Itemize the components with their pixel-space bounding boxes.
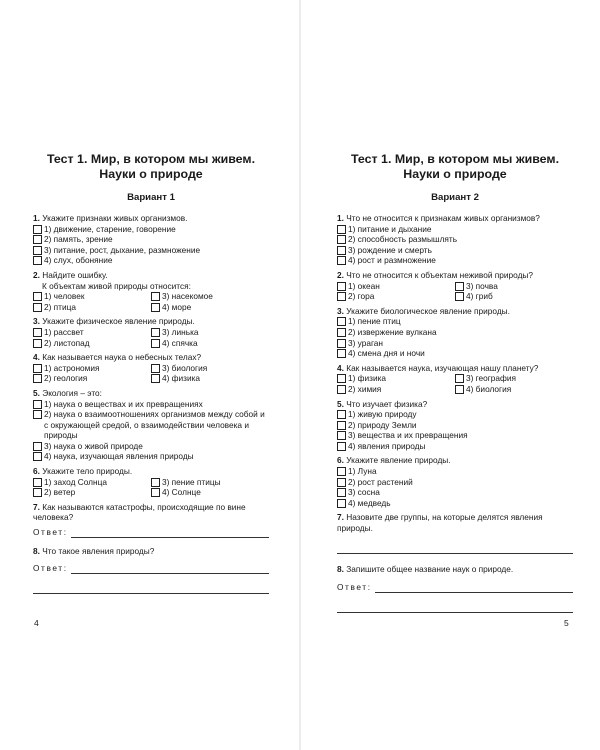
checkbox[interactable] (337, 478, 346, 487)
answer-line[interactable] (71, 565, 269, 574)
option[interactable]: 4) биология (455, 384, 573, 395)
option[interactable]: 3) питание, рост, дыхание, размножение (33, 245, 269, 256)
checkbox[interactable] (455, 282, 464, 291)
checkbox[interactable] (33, 292, 42, 301)
option[interactable]: 3) биология (151, 363, 269, 374)
option[interactable]: 1) океан (337, 281, 455, 292)
title-line-2: Науки о природе (99, 167, 203, 181)
checkbox[interactable] (33, 256, 42, 265)
option[interactable]: 4) спячка (151, 338, 269, 349)
checkbox[interactable] (33, 374, 42, 383)
checkbox[interactable] (337, 292, 346, 301)
checkbox[interactable] (151, 374, 160, 383)
checkbox[interactable] (337, 442, 346, 451)
option[interactable]: 2) ветер (33, 487, 151, 498)
checkbox[interactable] (337, 349, 346, 358)
option[interactable]: 3) почва (455, 281, 573, 292)
option[interactable]: 3) рождение и смерть (337, 245, 573, 256)
option[interactable]: 2) птица (33, 302, 151, 313)
checkbox[interactable] (455, 374, 464, 383)
option[interactable]: 3) вещества и их превращения (337, 430, 573, 441)
option[interactable]: 2) химия (337, 384, 455, 395)
option[interactable]: 1) наука о веществах и их превращениях (33, 399, 269, 410)
checkbox[interactable] (337, 317, 346, 326)
question-3: 3. Укажите биологическое явление природы. 1) пение птиц 2) извержение вулкана 3) ураган 4) смена дня и ночи (337, 306, 573, 359)
answer-line[interactable] (337, 540, 573, 554)
checkbox[interactable] (455, 292, 464, 301)
option[interactable]: 4) Солнце (151, 487, 269, 498)
checkbox[interactable] (151, 488, 160, 497)
checkbox[interactable] (151, 364, 160, 373)
test-title (337, 152, 573, 182)
checkbox[interactable] (337, 246, 346, 255)
question-1: 1. Укажите признаки живых организмов. 1) движение, старение, говорение 2) память, зрение 3) питание, рост, дыхание, размножение 4) слух, обоняние (33, 213, 269, 266)
option[interactable]: 1) заход Солнца (33, 477, 151, 488)
checkbox[interactable] (337, 256, 346, 265)
page-number: 4 (34, 618, 39, 628)
checkbox[interactable] (337, 328, 346, 337)
checkbox[interactable] (33, 478, 42, 487)
question-4: 4. Как называется наука о небесных телах? 1) астрономия 3) биология 2) геология 4) физика (33, 352, 269, 384)
checkbox[interactable] (151, 292, 160, 301)
checkbox[interactable] (337, 499, 346, 508)
question-8: 8. Что такое явления природы? Ответ: (33, 546, 269, 594)
variant-1-test (33, 152, 269, 598)
checkbox[interactable] (151, 478, 160, 487)
answer-label: Ответ: (337, 582, 372, 593)
option[interactable]: 2) рост растений (337, 477, 573, 488)
checkbox[interactable] (337, 225, 346, 234)
checkbox[interactable] (337, 467, 346, 476)
variant-2-test (337, 152, 573, 617)
question-5: 5. Экология – это: 1) наука о веществах и их превращениях 2) наука о взаимоотношениях организмов между собой и с окружающей средой, о взаимодействии человека и природы 3) наука о живой природе 4) наука, изучающая явления природы (33, 388, 269, 462)
checkbox[interactable] (337, 410, 346, 419)
option[interactable]: 2) способность размышлять (337, 234, 573, 245)
question-6: 6. Укажите тело природы. 1) заход Солнца 3) пение птицы 2) ветер 4) Солнце (33, 466, 269, 498)
option[interactable]: 4) медведь (337, 498, 573, 509)
option[interactable]: 2) гора (337, 291, 455, 302)
checkbox[interactable] (337, 235, 346, 244)
question-4: 4. Как называется наука, изучающая нашу планету? 1) физика 3) география 2) химия 4) биология (337, 363, 573, 395)
option[interactable]: 4) явления природы (337, 441, 573, 452)
variant-heading: Вариант 2 (431, 192, 479, 203)
question-3: 3. Укажите физическое явление природы. 1) рассвет 3) линька 2) листопад 4) спячка (33, 316, 269, 348)
question-7: 7. Как называются катастрофы, происходящие по вине человека? Ответ: (33, 502, 269, 538)
option[interactable]: 1) Луна (337, 466, 573, 477)
option[interactable]: 2) извержение вулкана (337, 327, 573, 338)
checkbox[interactable] (337, 421, 346, 430)
answer-field[interactable] (337, 582, 573, 593)
option[interactable]: 2) наука о взаимоотношениях организмов между собой и с окружающей средой, о взаимодействии человека и природы (33, 409, 269, 441)
checkbox[interactable] (33, 225, 42, 234)
checkbox[interactable] (33, 364, 42, 373)
answer-field[interactable] (33, 527, 269, 538)
option[interactable]: 3) ураган (337, 338, 573, 349)
page-right (300, 0, 600, 750)
option[interactable]: 3) пение птицы (151, 477, 269, 488)
option[interactable]: 2) геология (33, 373, 151, 384)
option[interactable]: 1) движение, старение, говорение (33, 224, 269, 235)
checkbox[interactable] (33, 235, 42, 244)
option[interactable]: 1) пение птиц (337, 316, 573, 327)
checkbox[interactable] (33, 246, 42, 255)
question-5: 5. Что изучает физика? 1) живую природу 2) природу Земли 3) вещества и их превращения 4) явления природы (337, 399, 573, 452)
option[interactable]: 4) гриб (455, 291, 573, 302)
option[interactable]: 1) питание и дыхание (337, 224, 573, 235)
option[interactable]: 2) листопад (33, 338, 151, 349)
question-6: 6. Укажите явление природы. 1) Луна 2) рост растений 3) сосна 4) медведь (337, 455, 573, 508)
question-2: 2. Что не относится к объектам неживой природы? 1) океан 3) почва 2) гора 4) гриб (337, 270, 573, 302)
answer-line-extra[interactable] (33, 580, 269, 594)
option[interactable]: 1) астрономия (33, 363, 151, 374)
answer-line-extra[interactable] (337, 599, 573, 613)
checkbox[interactable] (33, 400, 42, 409)
variant-heading: Вариант 1 (127, 192, 175, 203)
checkbox[interactable] (455, 385, 464, 394)
test-title (33, 152, 269, 182)
question-subtext: К объектам живой природы относится: (42, 280, 191, 291)
question-8: 8. Запишите общее название наук о природе. Ответ: (337, 564, 573, 613)
option[interactable]: 4) слух, обоняние (33, 255, 269, 266)
answer-line[interactable] (375, 584, 573, 593)
option[interactable]: 4) физика (151, 373, 269, 384)
option[interactable]: 2) память, зрение (33, 234, 269, 245)
checkbox[interactable] (33, 328, 42, 337)
checkbox[interactable] (151, 339, 160, 348)
page-number: 5 (564, 618, 569, 628)
option[interactable]: 1) рассвет (33, 327, 151, 338)
option[interactable]: 4) рост и размножение (337, 255, 573, 266)
checkbox[interactable] (33, 410, 42, 419)
option[interactable]: 3) география (455, 373, 573, 384)
option[interactable]: 2) природу Земли (337, 420, 573, 431)
checkbox[interactable] (337, 339, 346, 348)
question-7: 7. Назовите две группы, на которые делятся явления природы. (337, 512, 573, 553)
option[interactable]: 4) наука, изучающая явления природы (33, 451, 269, 462)
checkbox[interactable] (337, 488, 346, 497)
checkbox[interactable] (337, 282, 346, 291)
title-line-1: Тест 1. Мир, в котором мы живем. (46, 152, 256, 166)
option[interactable]: 4) смена дня и ночи (337, 348, 573, 359)
question-2: 2. Найдите ошибку. К объектам живой природы относится: 1) человек 3) насекомое 2) птица 4) море (33, 270, 269, 312)
option[interactable]: 4) море (151, 302, 269, 313)
question-1: 1. Что не относится к признакам живых организмов? 1) питание и дыхание 2) способность размышлять 3) рождение и смерть 4) рост и размножение (337, 213, 573, 266)
option[interactable]: 3) линька (151, 327, 269, 338)
checkbox[interactable] (33, 488, 42, 497)
option[interactable]: 3) насекомое (151, 291, 269, 302)
option[interactable]: 1) человек (33, 291, 151, 302)
checkbox[interactable] (33, 452, 42, 461)
checkbox[interactable] (33, 339, 42, 348)
title-line-1: Тест 1. Мир, в котором мы живем. (350, 152, 560, 166)
option[interactable]: 1) живую природу (337, 409, 573, 420)
answer-label: Ответ: (33, 527, 68, 538)
checkbox[interactable] (33, 303, 42, 312)
checkbox[interactable] (337, 431, 346, 440)
option[interactable]: 3) наука о живой природе (33, 441, 269, 452)
checkbox[interactable] (337, 385, 346, 394)
option[interactable]: 3) сосна (337, 487, 573, 498)
checkbox[interactable] (151, 303, 160, 312)
checkbox[interactable] (337, 374, 346, 383)
checkbox[interactable] (151, 328, 160, 337)
option[interactable]: 1) физика (337, 373, 455, 384)
answer-field[interactable] (33, 563, 269, 574)
answer-label: Ответ: (33, 563, 68, 574)
checkbox[interactable] (33, 442, 42, 451)
title-line-2: Науки о природе (403, 167, 507, 181)
answer-line[interactable] (71, 529, 269, 538)
